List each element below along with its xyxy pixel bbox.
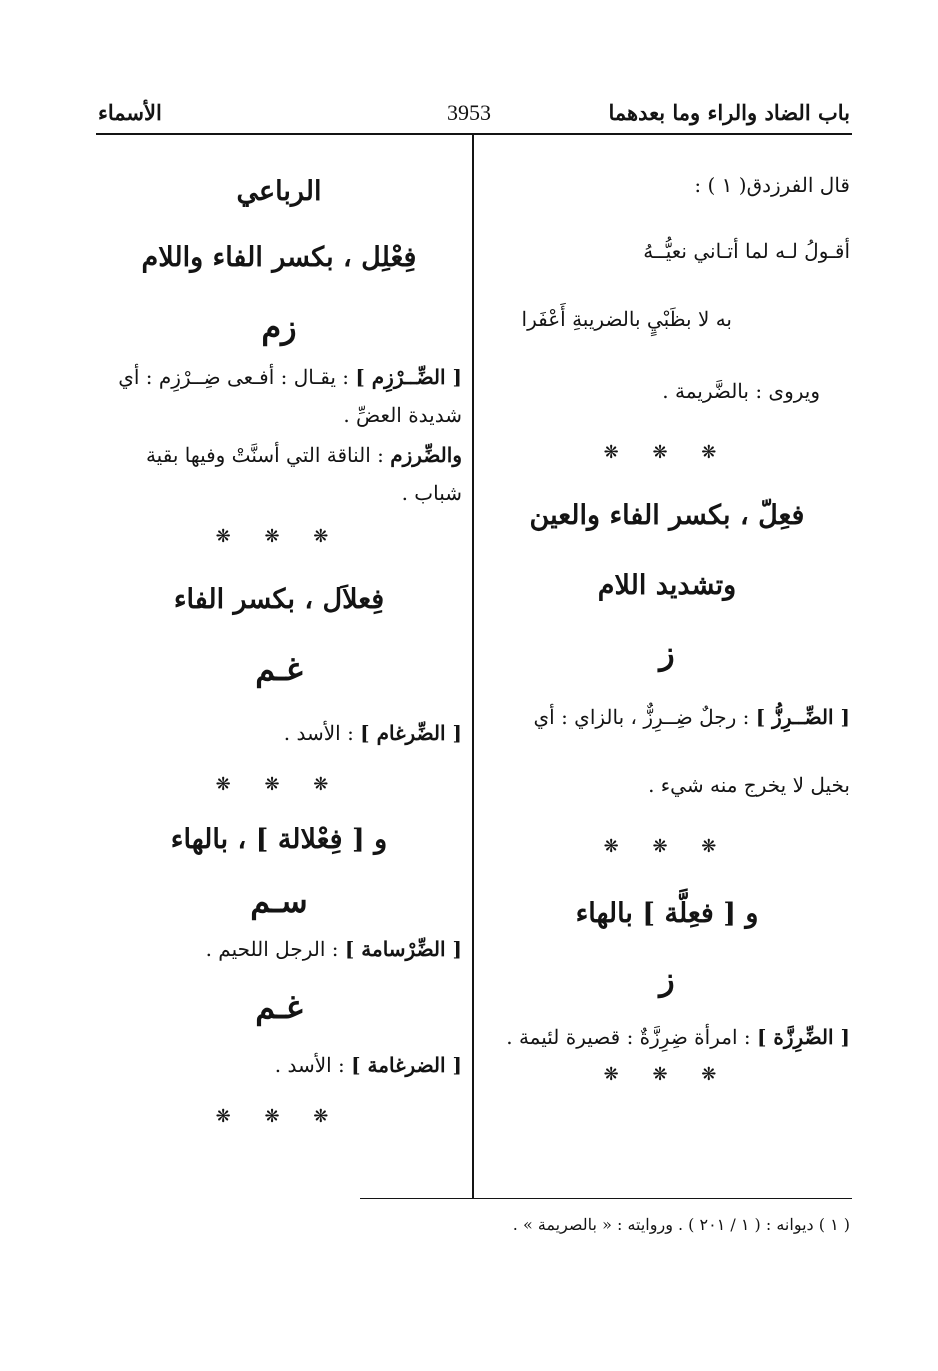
verse-line-2: به لا بظَبْيٍ بالضريبةِ أَعْفَرا (521, 307, 732, 331)
section-heading: و [ فِعْلالة ] ، بالهاء (170, 824, 388, 855)
entry-continuation: شديدة العضِّ . (343, 403, 462, 427)
dictionary-entry (96, 716, 462, 750)
dictionary-entry (484, 1020, 850, 1054)
section-separator: ❋ ❋ ❋ (603, 1064, 731, 1085)
root-heading: ز (659, 960, 675, 998)
variant-reading: ويروى : بالضَّريمة . (662, 379, 820, 403)
root-heading: غـم (255, 988, 303, 1026)
section-heading: وتشديد اللام (597, 570, 737, 601)
entry-definition: : رجلٌ ضِــرِزٌّ ، بالزاي : أي (533, 705, 750, 729)
root-heading: ز (659, 634, 675, 672)
entry-continuation: شباب . (401, 481, 462, 505)
left-column (96, 166, 462, 1132)
entry-lemma: [ الضِّرْسامة ] (344, 937, 462, 961)
entry-lemma: [ الضِّرغام ] (360, 721, 462, 745)
entry-continuation: بخيل لا يخرج منه شيء . (648, 773, 850, 797)
root-heading: سـم (250, 882, 308, 920)
dictionary-entry (96, 360, 462, 394)
entry-lemma: [ الضِّــرِزُّ ] (755, 705, 850, 729)
entry-definition: : يقـال : أفـعى ضِــرْزِم : أي (118, 365, 349, 389)
entry-lemma: [ الضِّرِزَّة ] (756, 1025, 850, 1049)
section-separator: ❋ ❋ ❋ (603, 836, 731, 857)
section-heading: الرباعي (236, 176, 322, 207)
section-separator: ❋ ❋ ❋ (215, 526, 343, 547)
section-heading: فعِلّ ، بكسر الفاء والعين (529, 500, 805, 531)
section-separator: ❋ ❋ ❋ (215, 774, 343, 795)
dictionary-entry (96, 932, 462, 966)
section-separator: ❋ ❋ ❋ (215, 1106, 343, 1127)
entry-definition: : الأسد . (274, 1053, 345, 1077)
right-column (484, 166, 850, 1090)
entry-definition: : الرجل اللحيم . (205, 937, 339, 961)
entry-definition: : امرأة ضِرِزَّةٌ : قصيرة لئيمة . (506, 1025, 751, 1049)
dictionary-entry (484, 700, 850, 734)
section-heading: و [ فعِلَّة ] بالهاء (575, 898, 759, 929)
column-divider (472, 133, 474, 1199)
entry-lemma: والضِّرزم (390, 443, 462, 467)
section-heading: فِعلاَل ، بكسر الفاء (173, 584, 385, 615)
running-header-right: باب الضاد والراء وما بعدهما (608, 100, 850, 125)
page-number: 3953 (447, 100, 491, 125)
header-rule (96, 133, 852, 135)
entry-definition: : الأسد . (283, 721, 354, 745)
section-separator: ❋ ❋ ❋ (603, 442, 731, 463)
running-header-left: الأسماء (98, 100, 162, 125)
poet-intro: قال الفرزدق( ١ ) : (694, 173, 850, 197)
footnote: ( ١ ) ديوانه : ( ١ / ٢٠١ ) . وروايته : « بالصريمة » . (512, 1215, 850, 1234)
entry-definition: : الناقة التي أسنَّتْ وفيها بقية (145, 443, 384, 467)
verse-line-1: أقـولُ لـه لما أتـاني نعيُّــهُ (643, 239, 850, 263)
section-heading: فِعْلِل ، بكسر الفاء واللام (141, 242, 417, 273)
entry-lemma: [ الضرغامة ] (351, 1053, 462, 1077)
dictionary-entry (96, 1048, 462, 1082)
footnote-rule (360, 1198, 852, 1199)
dictionary-entry (96, 438, 462, 472)
root-heading: زم (261, 308, 297, 346)
entry-lemma: [ الضِّــرْزِم ] (355, 365, 462, 389)
root-heading: غـم (255, 650, 303, 688)
